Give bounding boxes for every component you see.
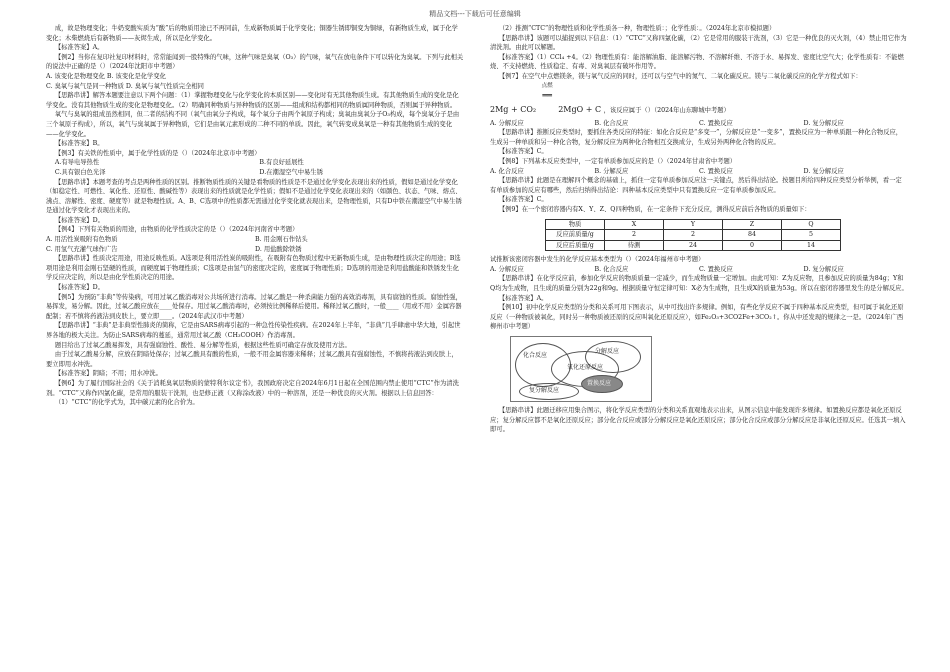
explanation: 【思路串讲】该题可以捕捉到以下信息：（1）“CTC”又称四氯化碳，（2）它是常用的服装干洗剂，（3）它是一种优良的灭火剂，（4）禁止用它作为清洗剂。由此可以解题。 [490, 34, 907, 52]
options-row [46, 235, 464, 245]
explanation: 【思路串讲】推断反应类型时，要抓住各类反应的特征：如化合反应是“多变一”，分解反应是“一变多”，置换反应为一种单质跟一种化合物反应，生成另一种单质和另一种化合物，复分解反应为两种化合物相互交换成分，生成另外两种化合物的反应。 [490, 129, 903, 146]
paragraph: 氧气与臭氧的组成虽然相同，但二者的结构不同（氧气由氧分子构成，每个氧分子由两个氧原子构成；臭氧由臭氧分子O₃构成，每个臭氧分子是由三个氧原子构成），所以，氧气与臭氧属于异种物质，它们是由氧元素形成的二种不同的单质。因此，氧气转变成臭氧是一种有其他物质生成的变化——化学变化。 [46, 111, 460, 138]
option: B. 化合反应 [594, 119, 629, 127]
option: D. 复分解反应 [803, 119, 844, 127]
answer: 【标准答案】B。 [54, 140, 104, 148]
explanation: 【思路串讲】此题是在理解四个概念的基础上，抓住一定有单质参加反应这一关键点，然后得出结论。按题目所给四种反应类型分析举例，看一定有单质参加的反应有哪些，然后归纳得出结论：四种基本反应类型中只有置换反应一定有单质参加反应。 [490, 177, 902, 194]
answer: 【标准答案】C。 [498, 196, 548, 204]
sub-question: （1）“CTC”的化学式为，其中碳元素的化合价为。 [54, 399, 199, 407]
equation-products: 2MgO + C [558, 104, 602, 114]
diagram-label: 化合反应 [523, 352, 548, 360]
table-header: Y [664, 219, 723, 230]
table-row [546, 230, 841, 241]
option: A. 用活性炭吸附有色物质 [46, 236, 118, 244]
option: C. 置换反应 [699, 119, 733, 127]
explanation: 【思路串讲】本题考查的考点是两种性质的区别。推断物质性质的关键是看物质的性质是不是通过化学变化表现出来的性质，假如是通过化学变化（如稳定性、可燃性、氧化性、还原性、酸碱性等）表现出来的性质就是化学性质；假如不是通过化学变化表现出来的（如颜色、状态、气味、熔点、沸点、溶解性、密度、硬度等）就是物理性质。A、B、C选项中的性质都无需通过化学变化就表现出来，是物理性质，只有D中铁在潮湿空气中易生锈是通过化学变化才表现出来的。 [46, 178, 462, 215]
question-8: 【例8】下列基本反应类型中，一定有单质参加反应的是（）（2024年甘肃省中考题） [498, 157, 737, 165]
left-column [46, 24, 464, 408]
diagram-label: 置换反应 [587, 380, 612, 388]
option: D. 复分解反应 [803, 167, 844, 175]
table-cell: 84 [723, 230, 782, 241]
diagram-label: 氧化还原反应 [567, 364, 604, 372]
options-row [490, 265, 908, 275]
explanation: 【思路串讲】“非典”是非典型性肺炎的简称，它是由SARS病毒引起的一种急性传染性疾病。在2024年上半年，“非典”几乎肆虐中华大地，引起世界各地的极大关注。为防止SARS病毒的蔓延，通常用过氧乙酸（CH₃COOH）作消毒剂。 [46, 322, 461, 339]
option: C. 置换反应 [699, 265, 733, 273]
table-cell: 2 [664, 230, 723, 241]
explanation: 【思路串讲】在化学反应前，参加化学反应的物质质量一定减少，而生成物质量一定增加。由此可知：Z为反应物，且参加反应的质量为84g；Y和Q均为生成物，且生成的质量分别为22g和9g。根据质量守恒定律可知：X必为生成物，且生成X的质量为53g。所以在密闭容器里发生的是分解反应。 [490, 275, 908, 293]
option: C.具有银白色光泽 [54, 168, 106, 176]
table-cell: 2 [605, 230, 664, 241]
table-header-row [546, 219, 841, 230]
question-6: 【例6】为了履行国际社会的《关于消耗臭氧层物质的蒙特利尔议定书》，我国政府决定自2024年6月1日起在全国范围内禁止使用“CTC”作为清洗剂。“CTC”又称作四氯化碳，是常用的服装干洗剂，也是修正液（又称涂改液）中的一种溶剂，还是一种优良的灭火剂。根据以上信息回答： [46, 379, 459, 397]
option: B.有良好延展性 [259, 159, 304, 167]
option: A. 分解反应 [490, 119, 524, 127]
option: B. 分解反应 [594, 167, 629, 175]
option: B. 用金刚石作钻头 [255, 236, 308, 244]
answer: 【标准答案】A。 [498, 294, 548, 302]
option: C. 用氢气充灌气球作广告 [46, 245, 118, 253]
explanation: 【思路串讲】性质决定用途，用途反映性质。A选项是利用活性炭的吸附性，在吸附有色物质过程中无新物质生成，是由物理性质决定的用途；B选项用途是利用金刚石坚硬的性质，而硬度属于物理性质；C选项是由氢气的密度决定的，密度属于物理性质；D选项的用途是利用盐酸能和铁锈发生化学反应决定的，所以是由化学性质决定的用途。 [46, 255, 461, 282]
options-row [46, 245, 464, 255]
equation-line [490, 82, 908, 119]
table-cell: 反应后质量/g [546, 240, 605, 251]
option: D.在潮湿空气中易生锈 [259, 168, 323, 176]
table-header: Q [782, 219, 841, 230]
options-row [490, 119, 908, 129]
table-header: Z [723, 219, 782, 230]
table-cell: 反应前质量/g [546, 230, 605, 241]
option: C. 臭氧与氧气是同一种物质 D. 臭氧与氧气性质完全相同 [46, 82, 204, 90]
question-3: 【例3】有关铁的性质中，属于化学性质的是（）（2024年北京市中考题） [54, 149, 261, 157]
answer: 【标准答案】阴暗；不用；用水冲洗。 [54, 370, 162, 378]
chemical-equation [490, 82, 604, 114]
question-4: 【例4】下列有关物质的用途，由物质的化学性质决定的是（）（2024年河南省中考题） [54, 226, 299, 234]
option: A. 分解反应 [490, 265, 524, 273]
option: D. 用盐酸除铁锈 [255, 245, 302, 253]
answer: 【标准答案】C。 [498, 148, 548, 156]
right-column [490, 24, 908, 435]
option: D. 复分解反应 [803, 265, 844, 273]
options-row [46, 168, 464, 178]
table-cell: 0 [723, 240, 782, 251]
table-cell: 5 [782, 230, 841, 241]
question-5: 【例5】为预防“非典”等传染病，可用过氧乙酸消毒对公共场所进行消毒。过氧乙酸是一种杀菌能力强的高效消毒剂，具有腐蚀的性质。腐蚀性强，易挥发，易分解。因此，过氧乙酸应放在____处保存。用过氧乙酸消毒时，必须按比例稀释后使用。稀释过氧乙酸时，一般____（用或不用）金属容器配制；若不慎将药液沾到皮肤上，要立即____。（2024年武汉市中考题） [46, 293, 462, 320]
option: A. 该变化是物理变化 B. 该变化是化学变化 [46, 72, 166, 80]
question-10: 【例10】初中化学反应类型的分类和关系可用下图表示，从中可找出许多规律。例如，有些化学反应不属于四种基本反应类型，但可属于氧化还原反应（一种物质被氧化，同时另一种物质被还原的反应叫氧化还原反应），如Fe₂O₃+3CO2Fe+3CO₂↑。你从中还发现的规律之一是。（2024年广西柳州市中考题） [490, 304, 904, 331]
reaction-type-diagram [510, 336, 652, 402]
table-header: 物质 [546, 219, 605, 230]
answer: 【标准答案】A。 [54, 44, 104, 52]
question-2: 【例2】当你在复印社复印材料时，常常能闻到一股特殊的气味，这种气味是臭氧（O₃）的气味，氧气在放电条件下可以转化为臭氧。下列与此相关的说法中正确的是（）（2024年沈阳市中考题） [46, 53, 464, 71]
options-row [490, 167, 908, 177]
question-text: ，该反应属于（）（2024年山东聊城中考题） [603, 106, 730, 114]
table-cell: 14 [782, 240, 841, 251]
explanation: 【思路串讲】解答本题要注意以下两个问题：（1）掌握物理变化与化学变化的本质区别——变化时有无其他物质生成。有其他物质生成的变化是化学变化。没有其他物质生成的变化是物理变化。（2）明确同种物质与异种物质的区别——组成和结构都相同的物质属同种物质，否则属于异种物质。 [46, 92, 459, 109]
table-header: X [605, 219, 664, 230]
option: B. 化合反应 [594, 265, 629, 273]
paragraph: 成，故是物理变化；牛奶变酸实质为“酸”后的物质用途已不再同前，生成新物质属于化学变化；铜器生锈即铜变为铜绿，有新物质生成，属于化学变化；木柴燃烧后有新物质——灰烬生成，所以是化学变化。 [46, 25, 458, 42]
explanation: 【思路串讲】此题迁移应用集合图示，将化学反应类型的分类和关系直观地表示出来，从图示信息中能发现许多规律。如置换反应都是氧化还原反应；复分解反应都不是氧化还原反应；部分化合反应或部分分解反应是氧化还原反应；部分化合反应或部分分解反应是非氧化还原反应。任选其一填入即可。 [490, 407, 906, 434]
equation-condition: 点燃 [541, 82, 553, 89]
table-cell: 24 [664, 240, 723, 251]
question-9: 【例9】在一个密闭容器内有X、Y、Z、Q四种物质，在一定条件下充分反应，测得反应前后各物质的质量如下： [498, 205, 811, 213]
option: A.有导电导热性 [54, 159, 100, 167]
options-row [46, 158, 464, 168]
answer: 【标准答案】D。 [54, 216, 104, 224]
table-row [546, 240, 841, 251]
answer: 【标准答案】D。 [54, 284, 104, 292]
table-cell: 待测 [605, 240, 664, 251]
equation-arrow: $^{点燃}$ ══ [541, 82, 553, 100]
paragraph: 由于过氧乙酸易分解，应放在阴暗处保存；过氧乙酸具有酸的性质，一般不用金属容器来稀释；过氧乙酸具有强腐蚀性，不慎将药液沾到皮肤上，要立即用水冲洗。 [46, 351, 458, 368]
answer: 【标准答案】（1）CCl₄ +4。（2）物理性质有：能溶解油脂、能溶解污物、不溶解纤维、不溶于水、易挥发、密度比空气大；化学性质有：不能燃烧、不支持燃烧、性质稳定、有毒、对臭氧层有破坏作用等。 [490, 53, 904, 71]
sub-question: （2）推测“CTC”的物理性质和化学性质各一种，物理性质：；化学性质：。（2024年北京市模拟题） [498, 25, 776, 32]
option: C. 置换反应 [699, 167, 733, 175]
question-7: 【例7】在空气中点燃镁条，镁与氧气反应的同时，还可以与空气中的氮气、二氧化碳反应。镁与二氧化碳反应的化学方程式如下： [498, 72, 862, 80]
mass-table [545, 219, 841, 252]
diagram-label: 复分解反应 [529, 387, 560, 395]
option: A. 化合反应 [490, 167, 524, 175]
equation-reactants: 2Mg + CO₂ [490, 104, 537, 114]
page-header: 精品文档---下载后可任意编辑 [429, 10, 521, 18]
question-text: 试推断该密闭容器中发生的化学反应基本类型为（）（2024年福州市中考题） [490, 256, 705, 264]
paragraph: 题目给出了过氧乙酸易挥发，具有强腐蚀性、酸性、易分解等性质，根据这些性质可确定存放及使用方法。 [54, 341, 351, 349]
diagram-label: 分解反应 [595, 348, 620, 356]
